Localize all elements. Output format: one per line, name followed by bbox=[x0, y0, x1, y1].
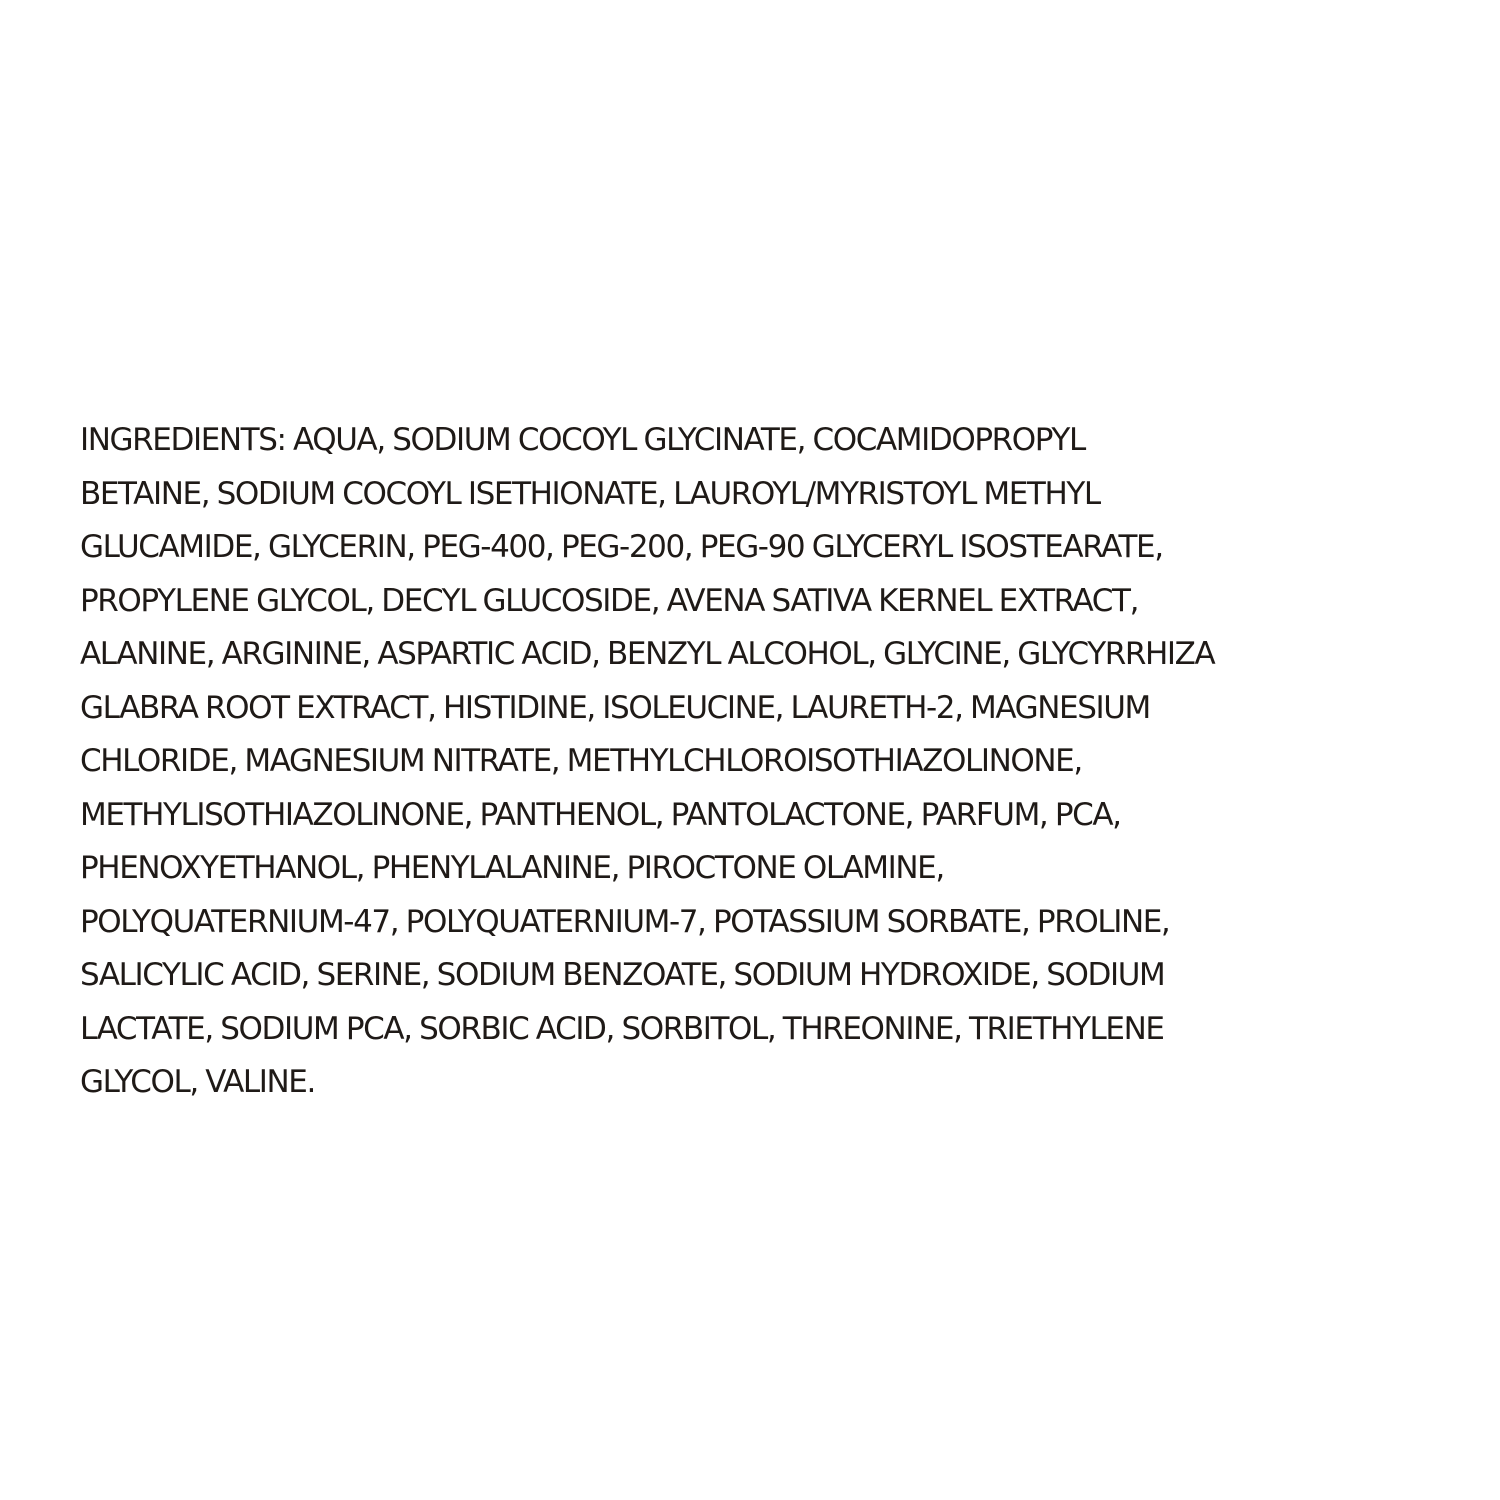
ingredients-list bbox=[80, 414, 1460, 1110]
ingredients-line-4: PROPYLENE GLYCOL, DECYL GLUCOSIDE, AVENA SATIVA KERNEL EXTRACT, bbox=[80, 582, 1139, 619]
ingredients-line-8: METHYLISOTHIAZOLINONE, PANTHENOL, PANTOLACTONE, PARFUM, PCA, bbox=[80, 796, 1121, 833]
ingredients-line-5: ALANINE, ARGININE, ASPARTIC ACID, BENZYL ALCOHOL, GLYCINE, GLYCYRRHIZA bbox=[80, 636, 1215, 672]
ingredients-line-6: GLABRA ROOT EXTRACT, HISTIDINE, ISOLEUCINE, LAURETH-2, MAGNESIUM bbox=[80, 689, 1150, 726]
ingredients-line-1: INGREDIENTS: AQUA, SODIUM COCOYL GLYCINATE, COCAMIDOPROPYL bbox=[80, 422, 1085, 458]
ingredients-line-13: GLYCOL, VALINE. bbox=[80, 1064, 315, 1100]
ingredients-line-3: GLUCAMIDE, GLYCERIN, PEG-400, PEG-200, PEG-90 GLYCERYL ISOSTEARATE, bbox=[80, 529, 1163, 565]
ingredients-line-2: BETAINE, SODIUM COCOYL ISETHIONATE, LAUROYL/MYRISTOYL METHYL bbox=[80, 475, 1100, 512]
ingredients-line-7: CHLORIDE, MAGNESIUM NITRATE, METHYLCHLOROISOTHIAZOLINONE, bbox=[80, 743, 1082, 779]
ingredients-line-9: PHENOXYETHANOL, PHENYLALANINE, PIROCTONE OLAMINE, bbox=[80, 850, 944, 886]
ingredients-line-10: POLYQUATERNIUM-47, POLYQUATERNIUM-7, POTASSIUM SORBATE, PROLINE, bbox=[80, 903, 1170, 940]
ingredients-line-11: SALICYLIC ACID, SERINE, SODIUM BENZOATE, SODIUM HYDROXIDE, SODIUM bbox=[80, 957, 1165, 993]
ingredients-line-12: LACTATE, SODIUM PCA, SORBIC ACID, SORBITOL, THREONINE, TRIETHYLENE bbox=[80, 1010, 1164, 1047]
